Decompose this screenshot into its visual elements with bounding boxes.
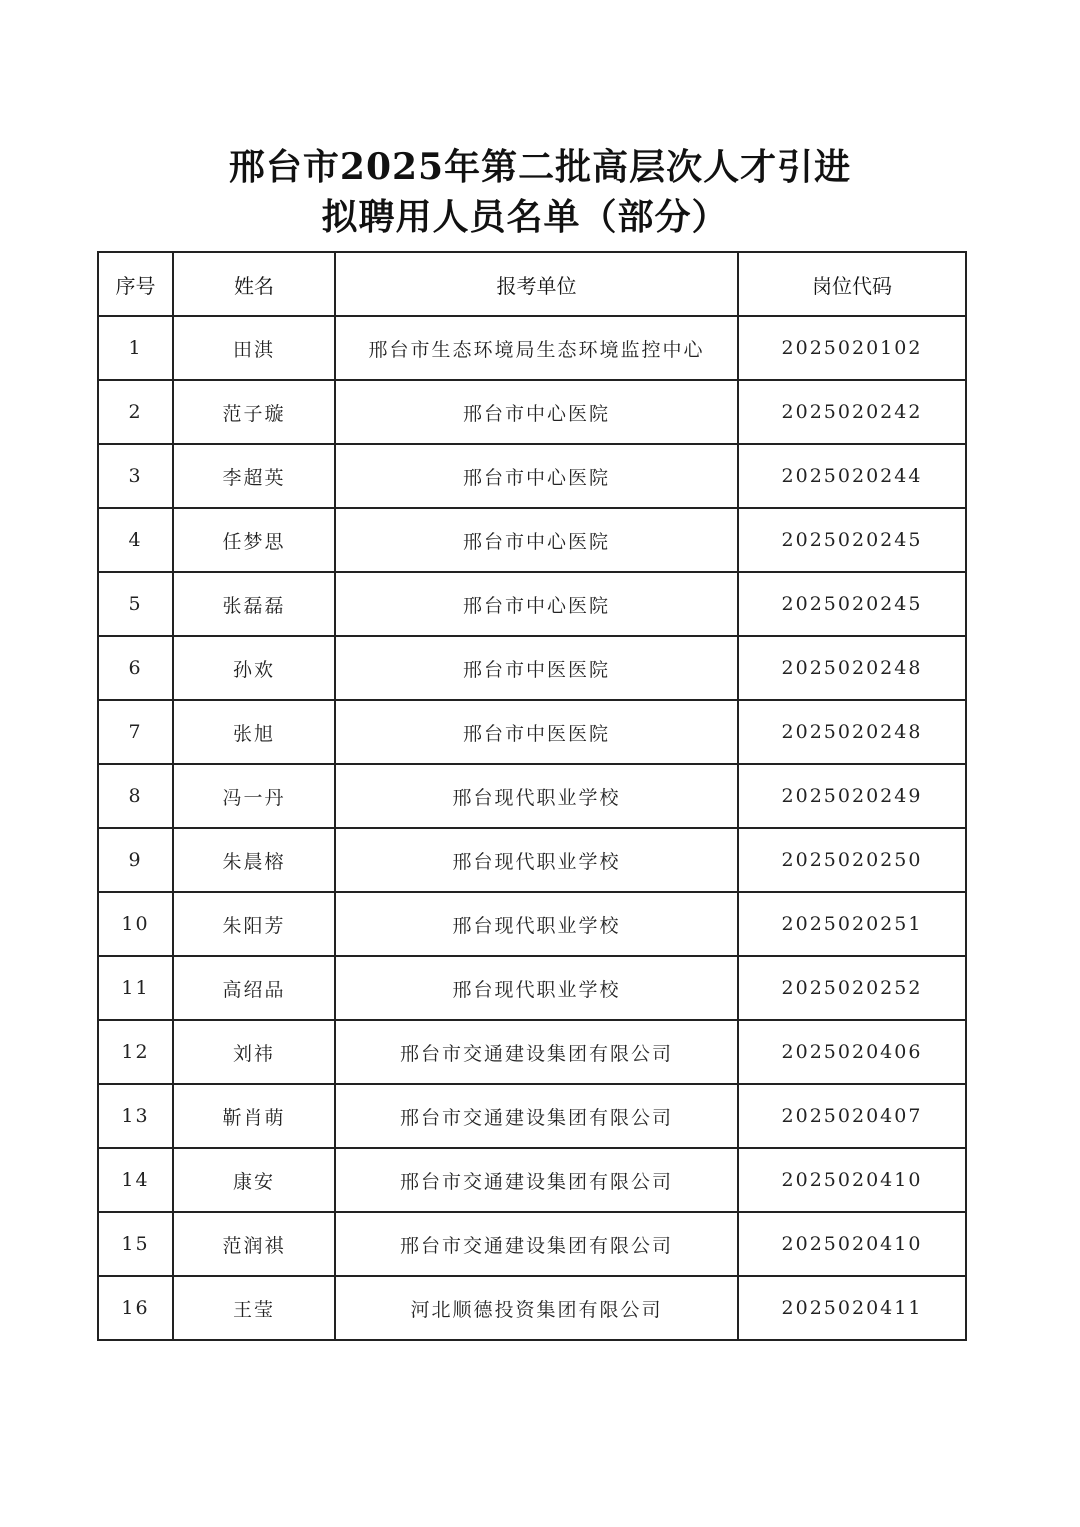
cell-unit: 邢台市中心医院 <box>335 508 738 572</box>
cell-unit: 邢台市中心医院 <box>335 444 738 508</box>
cell-code: 2025020248 <box>738 700 966 764</box>
cell-code: 2025020245 <box>738 572 966 636</box>
cell-unit: 邢台市交通建设集团有限公司 <box>335 1084 738 1148</box>
cell-name: 冯一丹 <box>173 764 335 828</box>
cell-name: 张旭 <box>173 700 335 764</box>
cell-index: 16 <box>98 1276 173 1340</box>
header-unit: 报考单位 <box>335 252 738 316</box>
cell-unit: 邢台现代职业学校 <box>335 892 738 956</box>
table-row <box>98 444 966 508</box>
cell-unit: 邢台市中心医院 <box>335 572 738 636</box>
document-title <box>0 142 1080 242</box>
cell-unit: 邢台现代职业学校 <box>335 956 738 1020</box>
cell-unit: 邢台市交通建设集团有限公司 <box>335 1020 738 1084</box>
cell-name: 孙欢 <box>173 636 335 700</box>
cell-name: 靳肖萌 <box>173 1084 335 1148</box>
header-code: 岗位代码 <box>738 252 966 316</box>
cell-name: 范润祺 <box>173 1212 335 1276</box>
cell-name: 朱阳芳 <box>173 892 335 956</box>
cell-code: 2025020410 <box>738 1148 966 1212</box>
cell-unit: 邢台现代职业学校 <box>335 764 738 828</box>
cell-code: 2025020252 <box>738 956 966 1020</box>
cell-name: 朱晨榕 <box>173 828 335 892</box>
table-row <box>98 764 966 828</box>
cell-code: 2025020245 <box>738 508 966 572</box>
cell-index: 11 <box>98 956 173 1020</box>
cell-code: 2025020406 <box>738 1020 966 1084</box>
cell-unit: 邢台市交通建设集团有限公司 <box>335 1148 738 1212</box>
cell-index: 5 <box>98 572 173 636</box>
cell-index: 12 <box>98 1020 173 1084</box>
cell-index: 9 <box>98 828 173 892</box>
candidate-table <box>97 251 967 1341</box>
cell-index: 13 <box>98 1084 173 1148</box>
cell-index: 3 <box>98 444 173 508</box>
cell-unit: 邢台市中医医院 <box>335 700 738 764</box>
cell-code: 2025020249 <box>738 764 966 828</box>
table-row <box>98 1148 966 1212</box>
title-line-1: 邢台市2025年第二批高层次人才引进 <box>228 146 852 188</box>
table-row <box>98 572 966 636</box>
table-row <box>98 700 966 764</box>
cell-index: 1 <box>98 316 173 380</box>
table-row <box>98 508 966 572</box>
cell-name: 刘祎 <box>173 1020 335 1084</box>
cell-name: 李超英 <box>173 444 335 508</box>
cell-name: 王莹 <box>173 1276 335 1340</box>
cell-name: 高绍品 <box>173 956 335 1020</box>
cell-name: 康安 <box>173 1148 335 1212</box>
cell-unit: 邢台市中医医院 <box>335 636 738 700</box>
cell-name: 田淇 <box>173 316 335 380</box>
cell-index: 10 <box>98 892 173 956</box>
cell-index: 8 <box>98 764 173 828</box>
cell-index: 2 <box>98 380 173 444</box>
cell-unit: 邢台市生态环境局生态环境监控中心 <box>335 316 738 380</box>
cell-code: 2025020410 <box>738 1212 966 1276</box>
cell-index: 6 <box>98 636 173 700</box>
table-row <box>98 892 966 956</box>
cell-index: 4 <box>98 508 173 572</box>
cell-code: 2025020102 <box>738 316 966 380</box>
table-row <box>98 956 966 1020</box>
table-row <box>98 1020 966 1084</box>
table-row <box>98 316 966 380</box>
table-row <box>98 1084 966 1148</box>
cell-name: 范子璇 <box>173 380 335 444</box>
cell-code: 2025020407 <box>738 1084 966 1148</box>
table-row <box>98 828 966 892</box>
title-line-2: 拟聘用人员名单（部分） <box>321 196 729 238</box>
header-name: 姓名 <box>173 252 335 316</box>
cell-unit: 邢台市交通建设集团有限公司 <box>335 1212 738 1276</box>
cell-index: 15 <box>98 1212 173 1276</box>
cell-index: 14 <box>98 1148 173 1212</box>
table-row <box>98 380 966 444</box>
table-header-row <box>98 252 966 316</box>
cell-code: 2025020244 <box>738 444 966 508</box>
cell-unit: 河北顺德投资集团有限公司 <box>335 1276 738 1340</box>
cell-index: 7 <box>98 700 173 764</box>
cell-unit: 邢台市中心医院 <box>335 380 738 444</box>
cell-unit: 邢台现代职业学校 <box>335 828 738 892</box>
table-row <box>98 1276 966 1340</box>
cell-code: 2025020411 <box>738 1276 966 1340</box>
cell-name: 任梦思 <box>173 508 335 572</box>
cell-name: 张磊磊 <box>173 572 335 636</box>
cell-code: 2025020250 <box>738 828 966 892</box>
header-index: 序号 <box>98 252 173 316</box>
cell-code: 2025020248 <box>738 636 966 700</box>
table-row <box>98 1212 966 1276</box>
table-row <box>98 636 966 700</box>
cell-code: 2025020251 <box>738 892 966 956</box>
cell-code: 2025020242 <box>738 380 966 444</box>
